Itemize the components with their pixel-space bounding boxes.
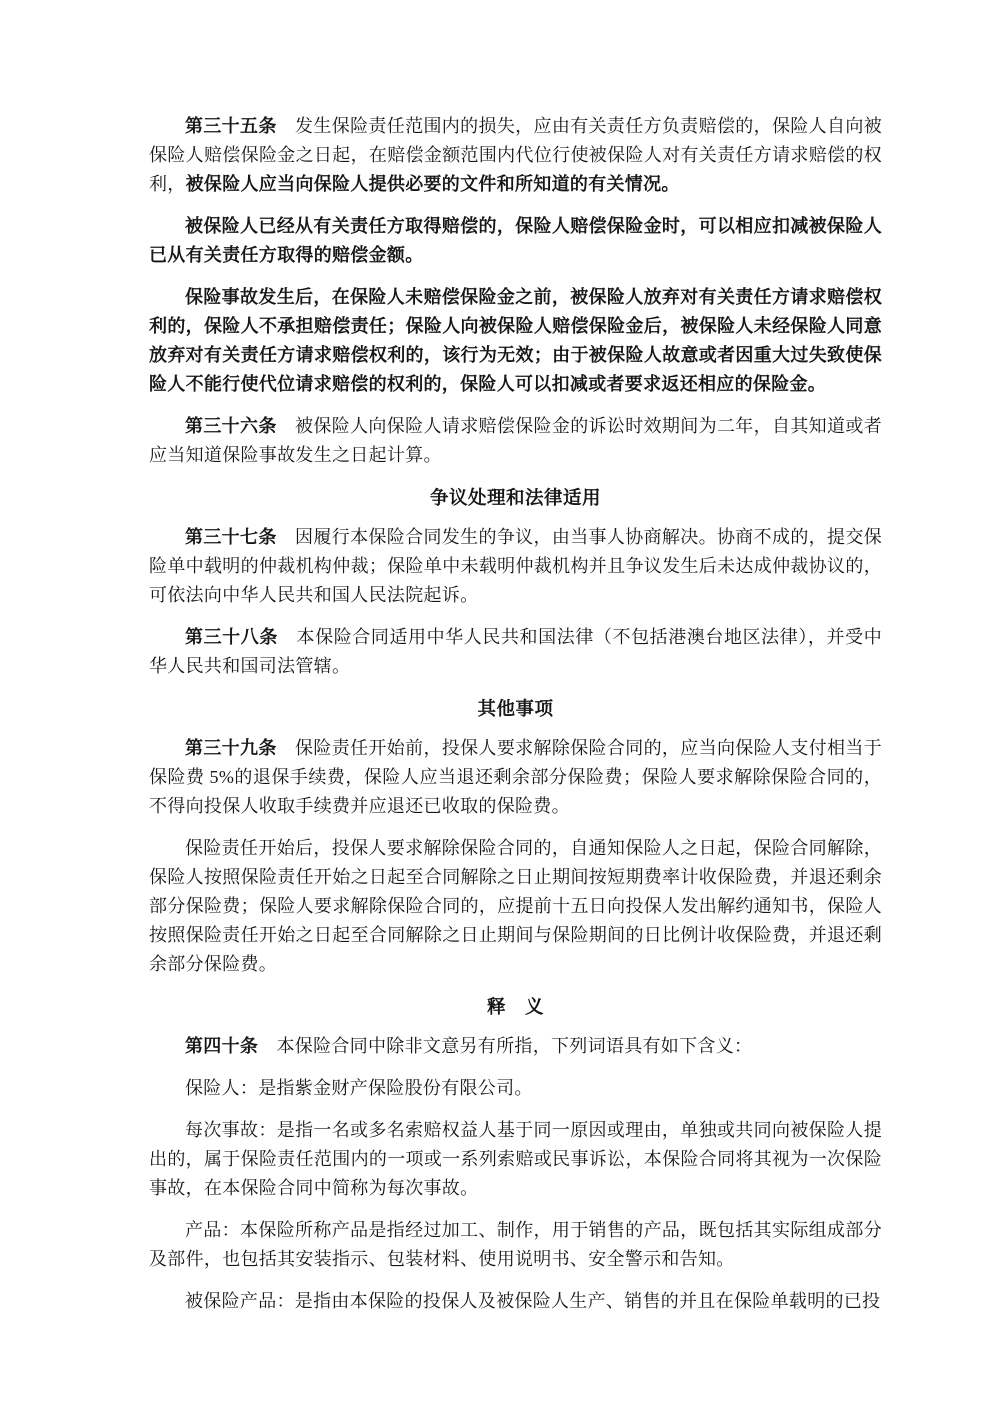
- text-segment: 保险人：是指紫金财产保险股份有限公司。: [185, 1078, 533, 1098]
- text-segment: 被保险产品：是指由本保险的投保人及被保险人生产、销售的并且在保险单载明的已投: [185, 1291, 881, 1311]
- text-segment: 发生保险责任范围内的损失，应由有关责任方负责赔偿的，保险人自向被保险人赔偿保险金之日起，在赔偿金额范围内代位行使被保险人对有关责任方请求赔偿的权利，: [149, 116, 882, 194]
- section-heading: [149, 994, 882, 1023]
- article-paragraph: [149, 623, 882, 681]
- text-segment: 每次事故：是指一名或多名索赔权益人基于同一原因或理由，单独或共同向被保险人提出的，属于保险责任范围内的一项或一系列索赔或民事诉讼，本保险合同将其视为一次保险事故，在本保险合同中简称为每次事故。: [149, 1120, 882, 1198]
- bold-text-segment: 第三十五条: [185, 116, 277, 136]
- bold-text-segment: 第三十七条: [185, 527, 277, 547]
- text-segment: 保险责任开始前，投保人要求解除保险合同的，应当向保险人支付相当于保险费 5%的退保手续费，保险人应当退还剩余部分保险费；保险人要求解除保险合同的，不得向投保人收取手续费并应退还已收取的保险费。: [149, 738, 882, 816]
- text-segment: 被保险人向保险人请求赔偿保险金的诉讼时效期间为二年，自其知道或者应当知道保险事故发生之日起计算。: [149, 416, 882, 465]
- section-heading: [149, 696, 882, 725]
- article-paragraph: [149, 212, 882, 270]
- article-paragraph: [149, 1216, 882, 1274]
- bold-text-segment: 第三十八条: [185, 627, 278, 647]
- bold-text-segment: 其他事项: [477, 700, 554, 720]
- bold-text-segment: 第三十九条: [185, 738, 277, 758]
- bold-text-segment: 争议处理和法律适用: [429, 489, 601, 509]
- article-paragraph: [149, 734, 882, 821]
- bold-text-segment: 被保险人应当向保险人提供必要的文件和所知道的有关情况。: [185, 174, 680, 194]
- article-paragraph: [149, 112, 882, 199]
- section-heading: [149, 485, 882, 514]
- bold-text-segment: 被保险人已经从有关责任方取得赔偿的，保险人赔偿保险金时，可以相应扣减被保险人已从有关责任方取得的赔偿金额。: [149, 216, 882, 265]
- document-content: [149, 112, 882, 1316]
- article-paragraph: [149, 523, 882, 610]
- article-paragraph: [149, 1287, 882, 1316]
- text-segment: 本保险合同适用中华人民共和国法律（不包括港澳台地区法律），并受中华人民共和国司法管辖。: [149, 627, 882, 676]
- article-paragraph: [149, 412, 882, 470]
- article-paragraph: [149, 1116, 882, 1203]
- text-segment: 保险责任开始后，投保人要求解除保险合同的，自通知保险人之日起，保险合同解除，保险人按照保险责任开始之日起至合同解除之日止期间按短期费率计收保险费，并退还剩余部分保险费；保险人要求解除保险合同的，应提前十五日向投保人发出解约通知书，保险人按照保险责任开始之日起至合同解除之日止期间与保险期间的日比例计收保险费，并退还剩余部分保险费。: [149, 838, 882, 974]
- bold-text-segment: 释 义: [486, 998, 544, 1018]
- bold-text-segment: 保险事故发生后，在保险人未赔偿保险金之前，被保险人放弃对有关责任方请求赔偿权利的，保险人不承担赔偿责任；保险人向被保险人赔偿保险金后，被保险人未经保险人同意放弃对有关责任方请求赔偿权利的，该行为无效；由于被保险人故意或者因重大过失致使保险人不能行使代位请求赔偿的权利的，保险人可以扣减或者要求返还相应的保险金。: [149, 287, 882, 394]
- bold-text-segment: 第三十六条: [185, 416, 277, 436]
- text-segment: 产品：本保险所称产品是指经过加工、制作，用于销售的产品，既包括其实际组成部分及部件，也包括其安装指示、包装材料、使用说明书、安全警示和告知。: [149, 1220, 882, 1269]
- article-paragraph: [149, 1074, 882, 1103]
- text-segment: 因履行本保险合同发生的争议，由当事人协商解决。协商不成的，提交保险单中载明的仲裁机构仲裁；保险单中未载明仲裁机构并且争议发生后未达成仲裁协议的，可依法向中华人民共和国人民法院起诉。: [149, 527, 882, 605]
- bold-text-segment: 第四十条: [185, 1036, 259, 1056]
- article-paragraph: [149, 283, 882, 399]
- article-paragraph: [149, 834, 882, 979]
- article-paragraph: [149, 1032, 882, 1061]
- text-segment: 本保险合同中除非文意另有所指，下列词语具有如下含义：: [258, 1036, 753, 1056]
